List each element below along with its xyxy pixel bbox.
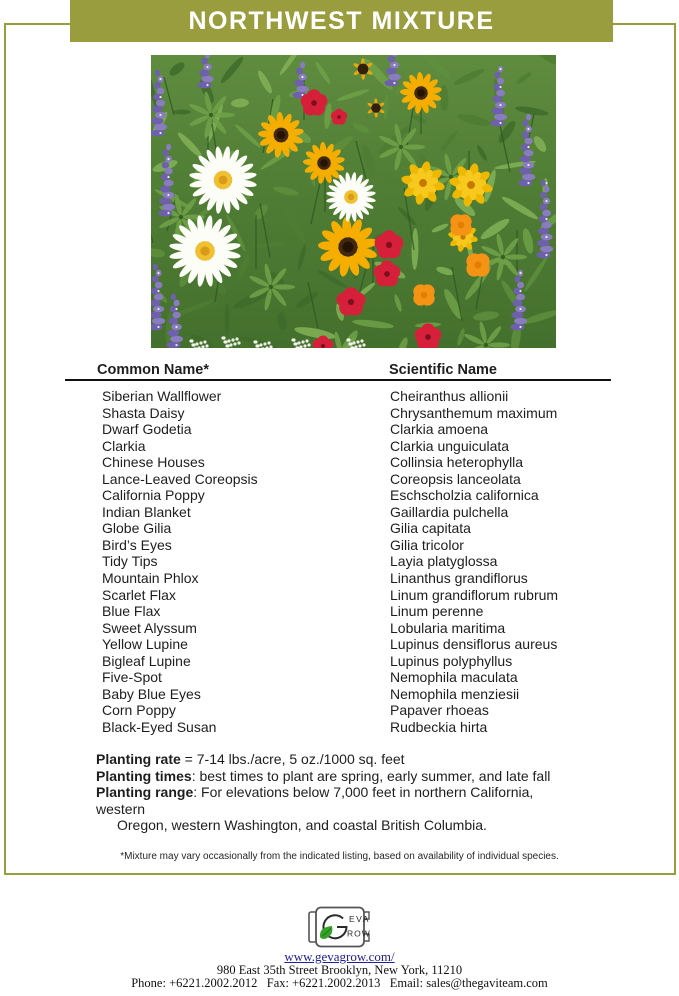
scientific-name-cell: Layia platyglossa — [390, 553, 498, 570]
title-banner — [70, 0, 613, 42]
species-row — [0, 653, 679, 670]
species-row — [0, 504, 679, 521]
species-row — [0, 454, 679, 471]
species-row — [0, 405, 679, 422]
planting-rate-value: = 7-14 lbs./acre, 5 oz./1000 sq. feet — [180, 751, 405, 767]
address-line: 980 East 35th Street Brooklyn, New York, 11210 — [216, 963, 463, 977]
wildflower-photo — [151, 55, 556, 348]
planting-info — [96, 751, 646, 834]
scientific-name-cell: Lupinus densiflorus aureus — [390, 636, 558, 653]
planting-range-cont2: Oregon, western Washington, and coastal British Columbia. — [117, 817, 487, 833]
species-row — [0, 702, 679, 719]
scientific-name-cell: Collinsia heterophylla — [390, 454, 524, 471]
geva-grow-logo — [306, 905, 374, 949]
species-row — [0, 620, 679, 637]
planting-times-line — [96, 768, 646, 785]
common-name-cell: Blue Flax — [102, 603, 161, 620]
species-row — [0, 487, 679, 504]
species-table — [0, 388, 679, 735]
common-name-cell: Scarlet Flax — [102, 586, 176, 603]
scientific-name-cell: Gilia capitata — [390, 520, 471, 537]
species-row — [0, 636, 679, 653]
common-name-cell: California Poppy — [102, 487, 205, 504]
scientific-name-cell: Clarkia amoena — [390, 421, 489, 438]
scientific-name-cell: Linanthus grandiflorus — [390, 570, 528, 587]
website-link[interactable]: www.gevagrow.com/ — [284, 949, 395, 964]
species-row — [0, 438, 679, 455]
common-name-cell: Yellow Lupine — [102, 636, 188, 653]
common-name-cell: Clarkia — [102, 437, 146, 454]
scientific-name-cell: Lupinus polyphyllus — [390, 652, 513, 669]
common-name-cell: Lance-Leaved Coreopsis — [102, 470, 258, 487]
scientific-name-cell: Clarkia unguiculata — [390, 437, 510, 454]
common-name-cell: Bird’s Eyes — [102, 536, 172, 553]
planting-range-label: Planting range — [96, 784, 194, 800]
common-name-cell: Corn Poppy — [102, 702, 176, 719]
scientific-name-cell: Eschscholzia californica — [390, 487, 539, 504]
scientific-name-cell: Gilia tricolor — [390, 536, 464, 553]
scientific-name-cell: Gaillardia pulchella — [390, 503, 509, 520]
species-row — [0, 603, 679, 620]
scientific-name-cell: Cheiranthus allionii — [390, 388, 509, 404]
planting-times-label: Planting times — [96, 767, 192, 784]
scientific-name-cell: Coreopsis lanceolata — [390, 470, 521, 487]
common-name-cell: Black-Eyed Susan — [102, 718, 217, 735]
species-row — [0, 686, 679, 703]
common-name-cell: Sweet Alyssum — [102, 619, 197, 636]
column-header-scientific: Scientific Name — [389, 362, 497, 378]
scientific-name-cell: Rudbeckia hirta — [390, 718, 488, 735]
common-name-cell: Siberian Wallflower — [102, 388, 222, 404]
species-row — [0, 388, 679, 405]
species-row — [0, 421, 679, 438]
species-row — [0, 537, 679, 554]
table-header-rule — [65, 379, 611, 381]
column-header-common: Common Name* — [97, 362, 209, 378]
scientific-name-cell: Linum grandiflorum rubrum — [390, 586, 559, 603]
common-name-cell: Shasta Daisy — [102, 404, 185, 421]
logo-text-row: ROW — [347, 928, 371, 939]
planting-times-value: : best times to plant are spring, early summer, and late fall — [191, 767, 551, 784]
species-row — [0, 471, 679, 488]
species-row — [0, 587, 679, 604]
brand-logo — [306, 905, 374, 949]
common-name-cell: Chinese Houses — [102, 454, 205, 471]
species-row — [0, 719, 679, 736]
contact-line: Phone: +6221.2002.2012 Fax: +6221.2002.2013 Email: sales@thegaviteam.com — [131, 976, 548, 990]
disclaimer-note: *Mixture may vary occasionally from the indicated listing, based on availability of individual species. — [120, 851, 559, 862]
common-name-cell: Tidy Tips — [102, 553, 158, 570]
scientific-name-cell: Chrysanthemum maximum — [390, 404, 558, 421]
species-row — [0, 553, 679, 570]
planting-rate-line — [96, 751, 646, 768]
scientific-name-cell: Papaver rhoeas — [390, 702, 489, 719]
common-name-cell: Five-Spot — [102, 669, 162, 686]
planting-rate-label: Planting rate — [96, 751, 181, 767]
scientific-name-cell: Lobularia maritima — [390, 619, 506, 636]
common-name-cell: Mountain Phlox — [102, 570, 199, 587]
species-row — [0, 669, 679, 686]
planting-range-value: : For elevations below 7,000 feet in northern California, — [193, 784, 534, 800]
species-row — [0, 570, 679, 587]
wildflower-illustration — [151, 55, 556, 348]
scientific-name-cell: Nemophila menziesii — [390, 685, 520, 702]
logo-text-eva: EVA — [349, 914, 370, 924]
common-name-cell: Baby Blue Eyes — [102, 685, 201, 702]
common-name-cell: Indian Blanket — [102, 503, 191, 520]
species-row — [0, 520, 679, 537]
common-name-cell: Dwarf Godetia — [102, 421, 192, 438]
planting-range-cont1: western — [96, 800, 146, 817]
common-name-cell: Globe Gilia — [102, 520, 172, 537]
scientific-name-cell: Nemophila maculata — [390, 669, 518, 686]
scientific-name-cell: Linum perenne — [390, 603, 484, 620]
page-title: NORTHWEST MIXTURE — [188, 6, 495, 35]
planting-range-line — [96, 784, 646, 801]
common-name-cell: Bigleaf Lupine — [102, 652, 191, 669]
